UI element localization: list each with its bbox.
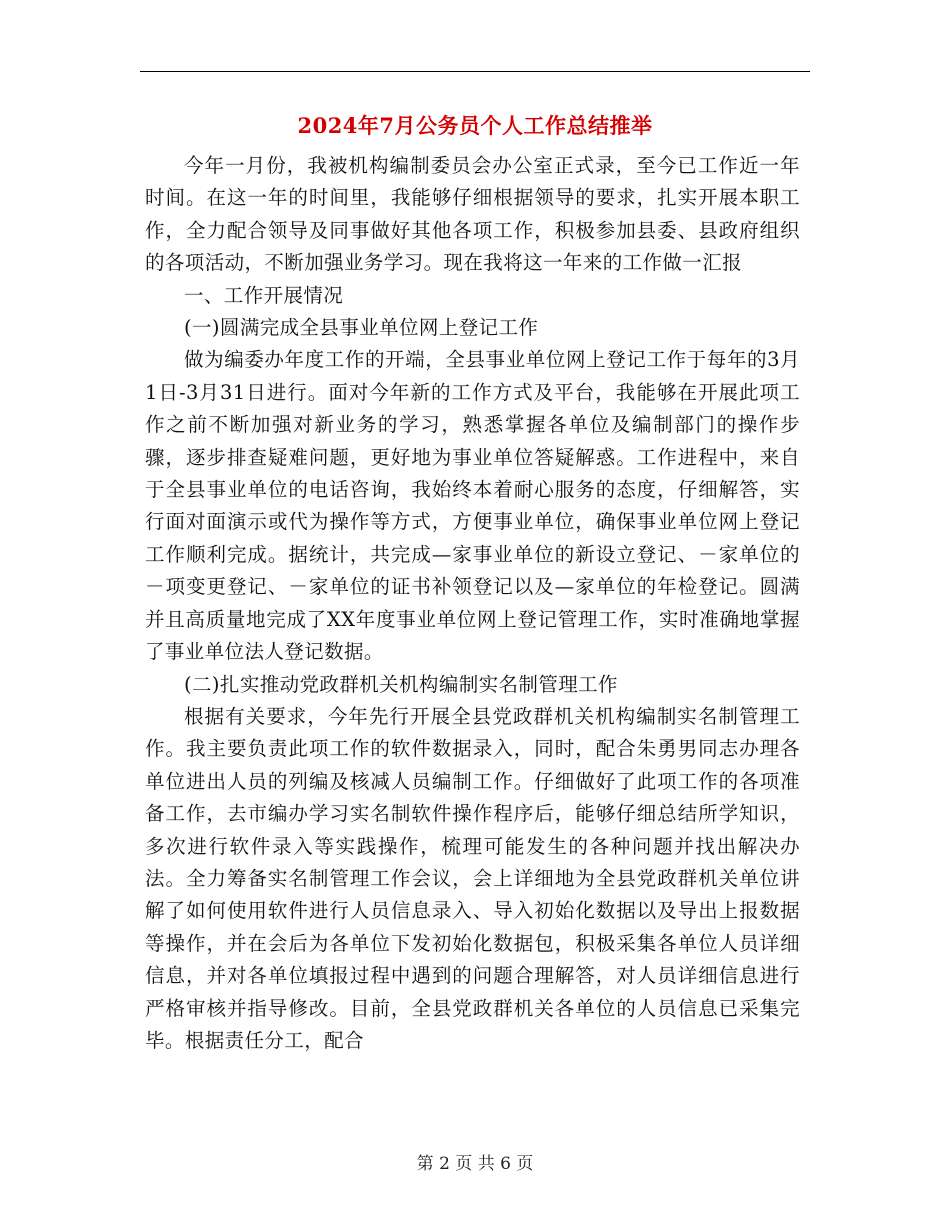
paragraph-registration: 做为编委办年度工作的开端，全县事业单位网上登记工作于每年的3月1日-3月31日进行。面对今年新的工作方式及平台，我能够在开展此项工作之前不断加强对新业务的学习，熟悉掌握各单位及编制部门的操作步骤，逐步排查疑难问题，更好地为事业单位答疑解惑。工作进程中，来自于全县事业单位的电话咨询，我始终本着耐心服务的态度，仔细解答，实行面对面演示或代为操作等方式，方便事业单位，确保事业单位网上登记工作顺利完成。据统计，共完成—家事业单位的新设立登记、－家单位的－项变更登记、－家单位的证书补领登记以及—家单位的年检登记。圆满并且高质量地完成了XX年度事业单位网上登记管理工作，实时准确地掌握了事业单位法人登记数据。: [145, 348, 800, 664]
paragraph-intro: 今年一月份，我被机构编制委员会办公室正式录，至今已工作近一年时间。在这一年的时间里，我能够仔细根据领导的要求，扎实开展本职工作，全力配合领导及同事做好其他各项工作，积极参加县委、县政府组织的各项活动，不断加强业务学习。现在我将这一年来的工作做一汇报: [145, 154, 800, 275]
subsection-heading-1: (一)圆满完成全县事业单位网上登记工作: [184, 316, 539, 340]
page-number: 第 2 页 共 6 页: [416, 1154, 534, 1174]
document-title: 2024年7月公务员个人工作总结推举: [297, 113, 653, 138]
header-rule: [140, 71, 810, 72]
section-heading-1: 一、工作开展情况: [184, 283, 344, 307]
subsection-heading-2: (二)扎实推动党政群机关机构编制实名制管理工作: [184, 672, 618, 696]
document-body: [145, 150, 800, 1057]
paragraph-realname: 根据有关要求，今年先行开展全县党政群机关机构编制实名制管理工作。我主要负责此项工作的软件数据录入，同时，配合朱勇男同志办理各单位进出人员的列编及核减人员编制工作。仔细做好了此项工作的各项准备工作，去市编办学习实名制软件操作程序后，能够仔细总结所学知识，多次进行软件录入等实践操作，梳理可能发生的各种问题并找出解决办法。全力筹备实名制管理工作会议，会上详细地为全县党政群机关单位讲解了如何使用软件进行人员信息录入、导入初始化数据以及导出上报数据等操作，并在会后为各单位下发初始化数据包，积极采集各单位人员详细信息，并对各单位填报过程中遇到的问题合理解答，对人员详细信息进行严格审核并指导修改。目前，全县党政群机关各单位的人员信息已采集完毕。根据责任分工，配合: [145, 704, 800, 1052]
